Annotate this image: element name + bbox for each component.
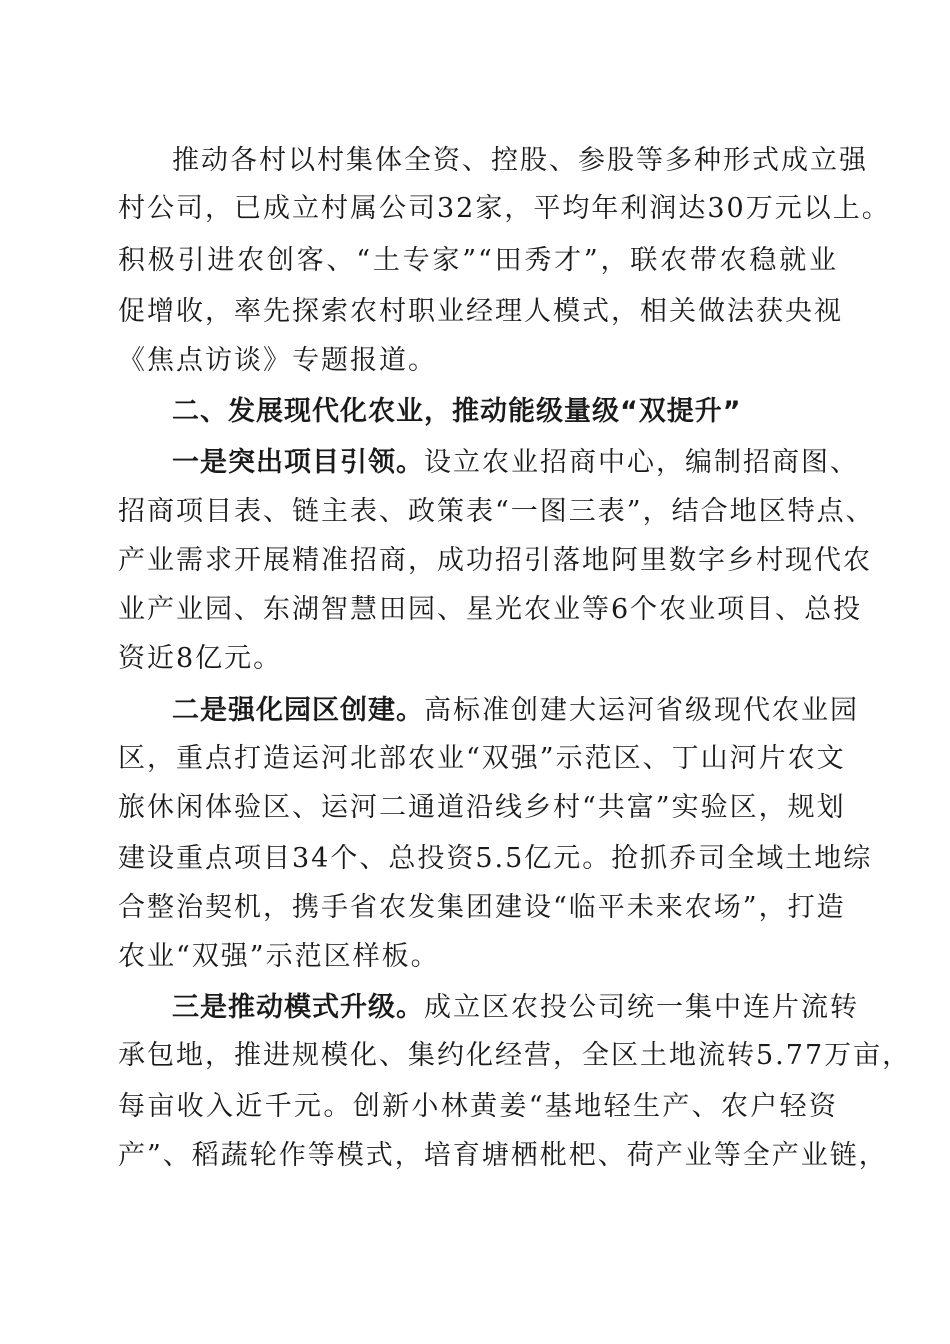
paragraph-3-line-1 <box>172 686 859 736</box>
paragraph-1-line-3: 积极引进农创客、“土专家”“田秀才”，联农带农稳就业 <box>118 245 838 276</box>
paragraph-4-line-3: 每亩收入近千元。创新小林黄姜“基地轻生产、农户轻资 <box>118 1091 838 1122</box>
paragraph-1-line-2: 村公司，已成立村属公司32家，平均年利润达30万元以上。 <box>118 193 891 224</box>
paragraph-1-line-1: 推动各村以村集体全资、控股、参股等多种形式成立强 <box>172 145 868 176</box>
paragraph-2-line-2: 招商项目表、链主表、政策表“一图三表”，结合地区特点、 <box>118 496 875 527</box>
paragraph-3-lead: 二是强化园区创建。 <box>172 695 424 726</box>
paragraph-1-line-5: 《焦点访谈》专题报道。 <box>118 345 437 376</box>
paragraph-4-line-2: 承包地，推进规模化、集约化经营，全区土地流转5.77万亩， <box>118 1040 912 1071</box>
paragraph-2-line-5: 资近8亿元。 <box>118 643 283 674</box>
paragraph-3-line-6: 农业“双强”示范区样板。 <box>118 941 440 972</box>
paragraph-2-line-1 <box>172 438 859 488</box>
paragraph-4-lead: 三是推动模式升级。 <box>172 992 424 1023</box>
paragraph-2-line-1-text: 设立农业招商中心，编制招商图、 <box>424 447 859 478</box>
paragraph-3-line-4: 建设重点项目34个、总投资5.5亿元。抢抓乔司全域土地综 <box>118 843 873 874</box>
paragraph-2-lead: 一是突出项目引领。 <box>172 447 424 478</box>
paragraph-3-line-2: 区，重点打造运河北部农业“双强”示范区、丁山河片农文 <box>118 743 846 774</box>
paragraph-4-line-1 <box>172 983 859 1033</box>
paragraph-2-line-3: 产业需求开展精准招商，成功招引落地阿里数字乡村现代农 <box>118 545 872 576</box>
paragraph-1-line-4: 促增收，率先探索农村职业经理人模式，相关做法获央视 <box>118 296 843 327</box>
paragraph-2-line-4: 业产业园、东湖智慧田园、星光农业等6个农业项目、总投 <box>118 594 863 625</box>
section-heading: 二、发展现代化农业，推动能级量级“双提升” <box>172 396 742 427</box>
paragraph-3-line-1-text: 高标准创建大运河省级现代农业园 <box>424 695 859 726</box>
paragraph-3-line-3: 旅休闲体验区、运河二通道沿线乡村“共富”实验区，规划 <box>118 792 846 823</box>
paragraph-3-line-5: 合整治契机，携手省农发集团建设“临平未来农场”，打造 <box>118 892 846 923</box>
paragraph-4-line-1-text: 成立区农投公司统一集中连片流转 <box>424 992 859 1023</box>
paragraph-4-line-4: 产”、稻蔬轮作等模式，培育塘栖枇杷、荷产业等全产业链， <box>118 1140 888 1171</box>
